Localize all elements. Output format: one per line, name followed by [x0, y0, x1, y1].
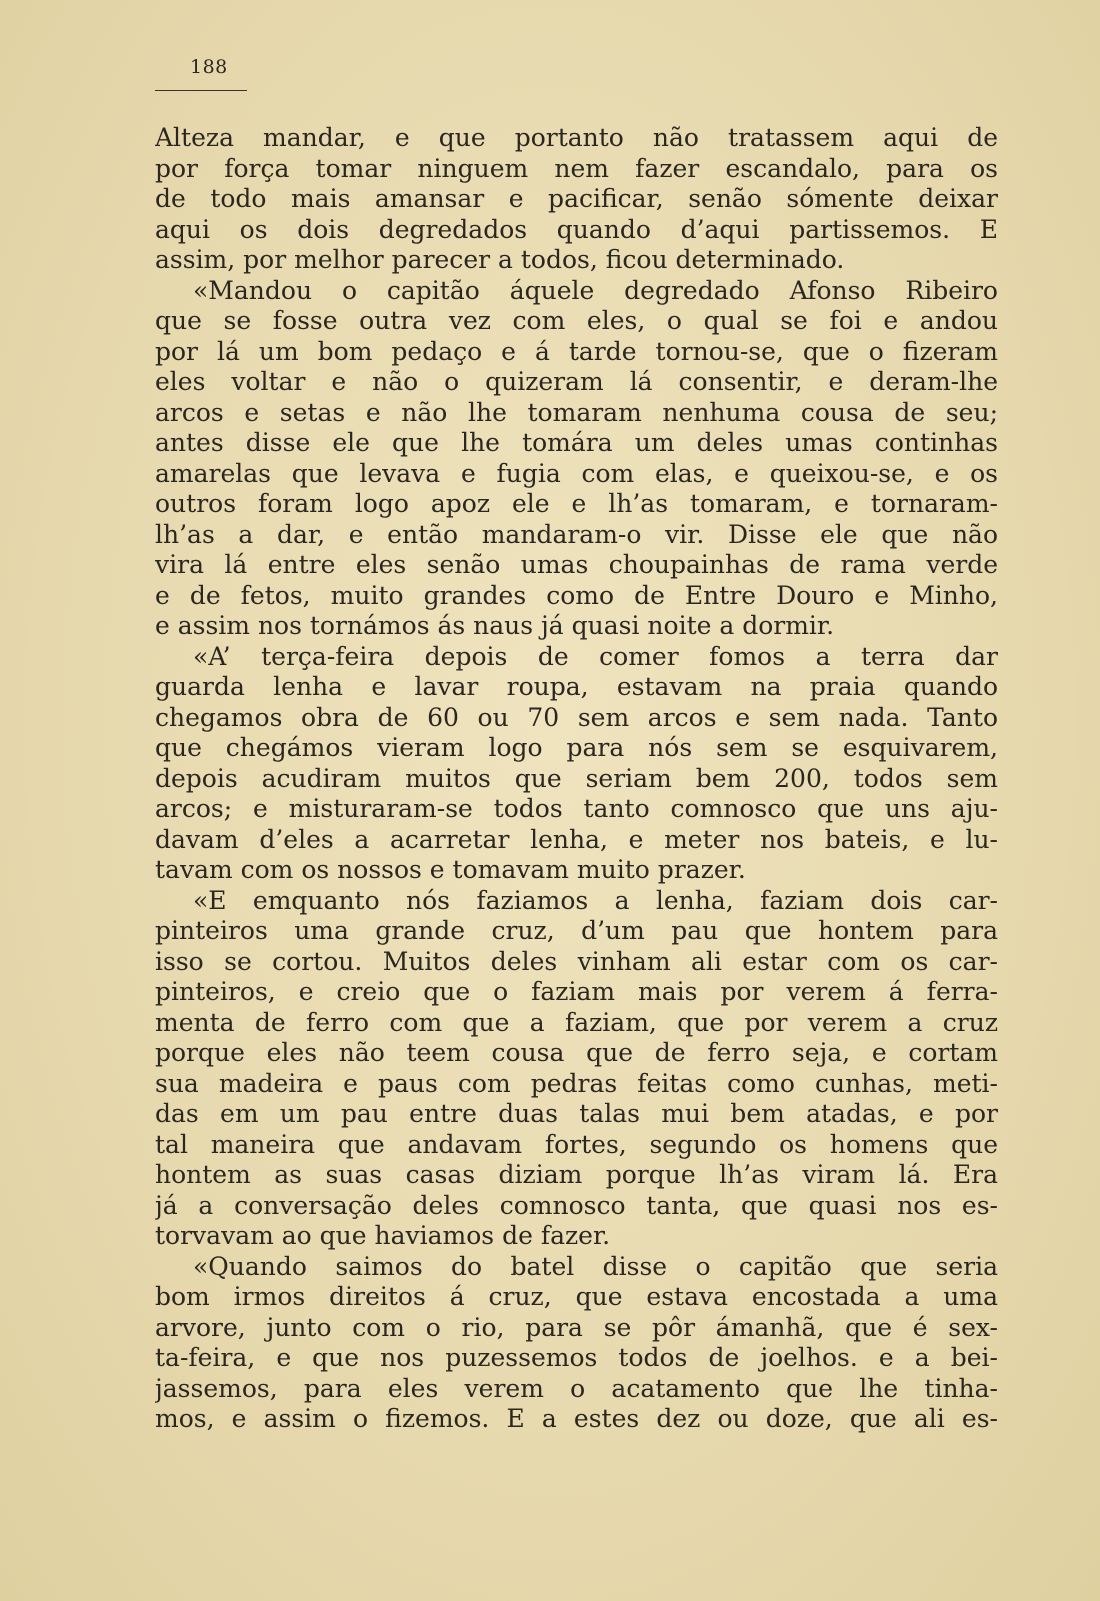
text-line: arcos; e misturaram-se todos tanto comnosco que uns aju-: [155, 794, 998, 823]
body-text: [155, 123, 998, 1435]
text-line: Alteza mandar, e que portanto não tratassem aqui de: [155, 123, 998, 152]
text-line: mos, e assim o fizemos. E a estes dez ou doze, que ali es-: [155, 1404, 998, 1433]
text-line: aqui os dois degredados quando d’aqui partissemos. E: [155, 214, 998, 244]
text-line: chegamos obra de 60 ou 70 sem arcos e sem nada. Tanto: [155, 702, 998, 732]
page-number: 188: [190, 56, 228, 78]
text-line: que chegámos vieram logo para nós sem se esquivarem,: [155, 733, 998, 762]
text-line: jassemos, para eles verem o acatamento que lhe tinha-: [155, 1373, 998, 1403]
page-number-rule: [155, 90, 247, 91]
text-line: guarda lenha e lavar roupa, estavam na praia quando: [155, 672, 998, 701]
text-line: «A’ terça-feira depois de comer fomos a terra dar: [193, 641, 998, 671]
text-line: assim, por melhor parecer a todos, ficou determinado.: [155, 245, 845, 274]
text-line: eles voltar e não o quizeram lá consentir, e deram-lhe: [155, 367, 998, 396]
text-line: pinteiros uma grande cruz, d’um pau que hontem para: [155, 916, 998, 945]
text-line: hontem as suas casas diziam porque lh’as viram lá. Era: [155, 1160, 998, 1189]
text-line: davam d’eles a acarretar lenha, e meter nos bateis, e lu-: [155, 824, 998, 854]
text-line: tal maneira que andavam fortes, segundo os homens que: [155, 1129, 998, 1159]
text-line: sua madeira e paus com pedras feitas como cunhas, meti-: [155, 1068, 998, 1098]
text-line: outros foram logo apoz ele e lh’as tomaram, e tornaram-: [155, 489, 998, 518]
text-line: «E emquanto nós faziamos a lenha, faziam dois car-: [193, 885, 998, 915]
text-line: torvavam ao que haviamos de fazer.: [155, 1221, 611, 1250]
text-line: que se fosse outra vez com eles, o qual se foi e andou: [155, 306, 998, 335]
text-line: já a conversação deles comnosco tanta, que quasi nos es-: [155, 1190, 998, 1220]
text-line: antes disse ele que lhe tomára um deles umas continhas: [155, 428, 998, 457]
text-line: pinteiros, e creio que o faziam mais por verem á ferra-: [155, 977, 998, 1006]
text-line: isso se cortou. Muitos deles vinham ali estar com os car-: [155, 946, 998, 976]
text-line: lh’as a dar, e então mandaram-o vir. Disse ele que não: [155, 519, 998, 549]
text-line: bom irmos direitos á cruz, que estava encostada a uma: [155, 1282, 998, 1311]
text-line: «Mandou o capitão áquele degredado Afonso Ribeiro: [193, 275, 998, 305]
text-line: «Quando saimos do batel disse o capitão que seria: [193, 1251, 998, 1281]
text-line: de todo mais amansar e pacificar, senão sómente deixar: [155, 184, 998, 213]
text-line: e assim nos tornámos ás naus já quasi noite a dormir.: [155, 611, 835, 640]
text-line: por força tomar ninguem nem fazer escandalo, para os: [155, 153, 998, 183]
text-line: arcos e setas e não lhe tomaram nenhuma cousa de seu;: [155, 397, 998, 427]
text-line: porque eles não teem cousa que de ferro seja, e cortam: [155, 1038, 998, 1067]
text-line: e de fetos, muito grandes como de Entre Douro e Minho,: [155, 580, 998, 610]
text-line: por lá um bom pedaço e á tarde tornou-se, que o fizeram: [155, 336, 998, 366]
text-line: das em um pau entre duas talas mui bem atadas, e por: [155, 1099, 998, 1128]
text-line: arvore, junto com o rio, para se pôr ámanhã, que é sex-: [155, 1312, 998, 1342]
text-line: tavam com os nossos e tomavam muito prazer.: [155, 855, 746, 884]
text-line: vira lá entre eles senão umas choupainhas de rama verde: [155, 550, 998, 579]
text-line: menta de ferro com que a faziam, que por verem a cruz: [155, 1007, 998, 1037]
text-line: depois acudiram muitos que seriam bem 200, todos sem: [155, 763, 998, 793]
text-line: ta-feira, e que nos puzessemos todos de joelhos. e a bei-: [155, 1343, 998, 1372]
text-line: amarelas que levava e fugia com elas, e queixou-se, e os: [155, 458, 998, 488]
